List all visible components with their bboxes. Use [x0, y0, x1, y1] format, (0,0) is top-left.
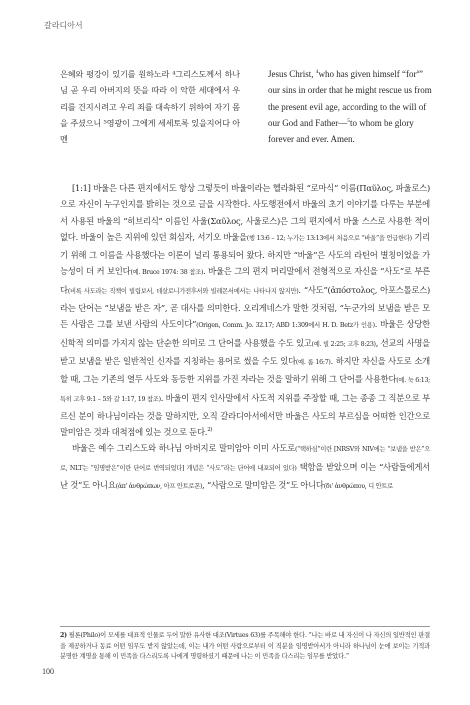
p1-ref-4: (Origen, Comm. Jo. 32.17; ABD 1:309에서 H. D. Betz가 인용): [196, 322, 375, 330]
p1-ref-6: (예. 롬 16:7): [295, 358, 331, 366]
p2-ref-3: (δι' ἀνθρώπου, 디 안트로: [323, 483, 393, 491]
english-verse-4: who has given himself “for: [318, 69, 417, 79]
p1-text-4: . “사도”(ἀπόστολος, 아포스톨로스)라는 단어는 “보냄을 받은 자”, 곧 대사를 의미한다. 오리게네스가 말한 것처럼, “누군가의 보냄을 받은 모든 사람은 그를 보낸 사람의 사도이다”: [60, 284, 431, 330]
english-lead: Jesus Christ,: [268, 69, 314, 79]
verse-parallel-block: [60, 66, 432, 166]
commentary-paragraph-1: [60, 180, 430, 440]
korean-verse-text: 은혜와 평강이 있기를 원하노라 ⁴그리스도께서 하나님 곧 우리 아버지의 뜻을 따라 이 악한 세대에서 우리를 건지시려고 우리 죄를 대속하기 위하여 자기 몸을 주셨으니 ⁵영광이 그에게 세세토록 있을지어다 아멘: [60, 69, 240, 145]
english-verse-4b: ” our sins in order that he might rescue us from the present evil age, according to the will of our God and Father—: [268, 69, 432, 128]
commentary-body: [60, 180, 430, 495]
p1-ref-3: (비록 사도라는 직책이 빌립보서, 데살로니가전후서와 빌레몬서에서는 나타나지 않지만): [67, 287, 299, 295]
commentary-paragraph-2: [60, 440, 430, 495]
english-verse-text: [268, 66, 434, 147]
p1-ref-1: (행 13:6 – 12; 누가는 13:13에서 처음으로 “바울”을 언급한다): [246, 234, 412, 242]
p1-ref-7: (예. 눅 6:13; 특히 고후 9:1 – 5와 갈 1:17, 19 참조): [60, 377, 430, 403]
footnote-marker-a: a: [416, 69, 419, 75]
footnote-divider: [60, 626, 430, 627]
footnote-ref-2: 2): [207, 427, 213, 434]
p1-text-6: , 선교의 사명을 받고 보냄을 받은 일반적인 신자를 지칭하는 용어로 썼을 수도 있다: [60, 337, 430, 366]
p2-text-3: , “사람으로 말미암은 것”도 아니다: [202, 480, 324, 491]
p1-text-2: 기리기 위해 그 이름을 사용했다는 이론이 널리 통용되어 왔다. 하지만 “바울”은 사도의 라틴어 별칭이었을 가능성이 더 커 보인다: [60, 231, 430, 277]
footnote-text: 필론(Philo)이 모세를 대표적 인물로 두어 말한 유사한 대조(Virtues 63)를 주목해야 한다. “나는 바로 내 자신이 나 자신의 일반적인 판결을 제공하거나 동료 어떤 임무도 받지 않았는데, 이는 내가 어떤 사람으로부터 이 직분을 임명받아서가 아니라 하나님이 눈에 보이는 기적과 분명한 계명을 통해 이 민족을 다스리도록 나에게 명령하셨기 때문에 나는 이 민족을 다스리는 임무를 받았다.”: [60, 632, 430, 661]
p2-ref-2: (ἀπ' ἀνθρώπων, 아프 안트로폰): [115, 483, 203, 491]
footnote-2: [60, 631, 430, 663]
p1-text-5: . 바울은 상당한 신학적 의미를 가지지 않는 단순한 의미로 그 단어를 사용했을 수도 있고: [60, 319, 430, 348]
p2-ref-1: (“택하심”이란 [NRSV와 NIV에는 “보냄을 받은”으로, NLT는 “임명받은”이란 단어로 번역되었다] 개념은 “사도”라는 단어에 내포되어 있다): [60, 446, 430, 472]
p1-text-3: . 바울은 그의 편지 머리말에서 전형적으로 자신을 “사도”로 부른다: [60, 266, 430, 295]
running-header: 갈라디아서: [44, 21, 83, 30]
footnote-number: 2): [60, 632, 67, 639]
p1-ref-2: (예. Bruce 1974: 38 참조): [130, 269, 204, 277]
english-verse-5: to whom be glory forever and ever. Amen.: [268, 117, 414, 145]
verse-number-5: 5: [347, 117, 350, 124]
p2-text-2: 택함을 받았으며 이는 “사람들에게서 난 것”도 아니요: [60, 461, 430, 491]
p2-text-1: 바울은 예수 그리스도와 하나님 아버지로 말미암아 이미 사도로: [72, 443, 295, 454]
p1-text-7: . 하지만 자신을 사도로 소개할 때, 그는 기존의 열두 사도와 동등한 지위를 가진 자라는 것을 말하기 위해 그 단어를 사용한다: [60, 355, 430, 385]
p1-text-1: [1:1] 바울은 다른 편지에서도 항상 그렇듯이 바울이라는 헬라화된 “로마식” 이름(Παῦλος, 파울로스)으로 자신이 누구인지를 밝히는 것으로 글을 시작한다. 사도행전에서 바울의 초기 이야기를 다루는 부분에서 사용된 바울의 “히브리식” 이름인 사울(Σαῦλος, 사울로스)은 그의 편지에서 바울 스스로 사용한 적이 없다. 바울이 높은 지위에 있던 회심자, 서기오 바울을: [60, 183, 430, 242]
verse-number-4: 4: [315, 69, 319, 75]
page-number: 100: [42, 667, 54, 676]
p1-ref-5: (예. 빌 2:25; 고후 8:23): [311, 340, 376, 348]
p1-text-8: . 바울이 편지 인사말에서 사도적 지위를 주장할 때, 그는 종종 그 직분으로 부르신 분이 하나님이라는 것을 말하지만, 오직 갈라디아서에서만 바울은 사도의 부르심을 어떠한 인간으로 말미암은 것과 대척점에 있는 것으로 둔다.: [60, 392, 430, 438]
